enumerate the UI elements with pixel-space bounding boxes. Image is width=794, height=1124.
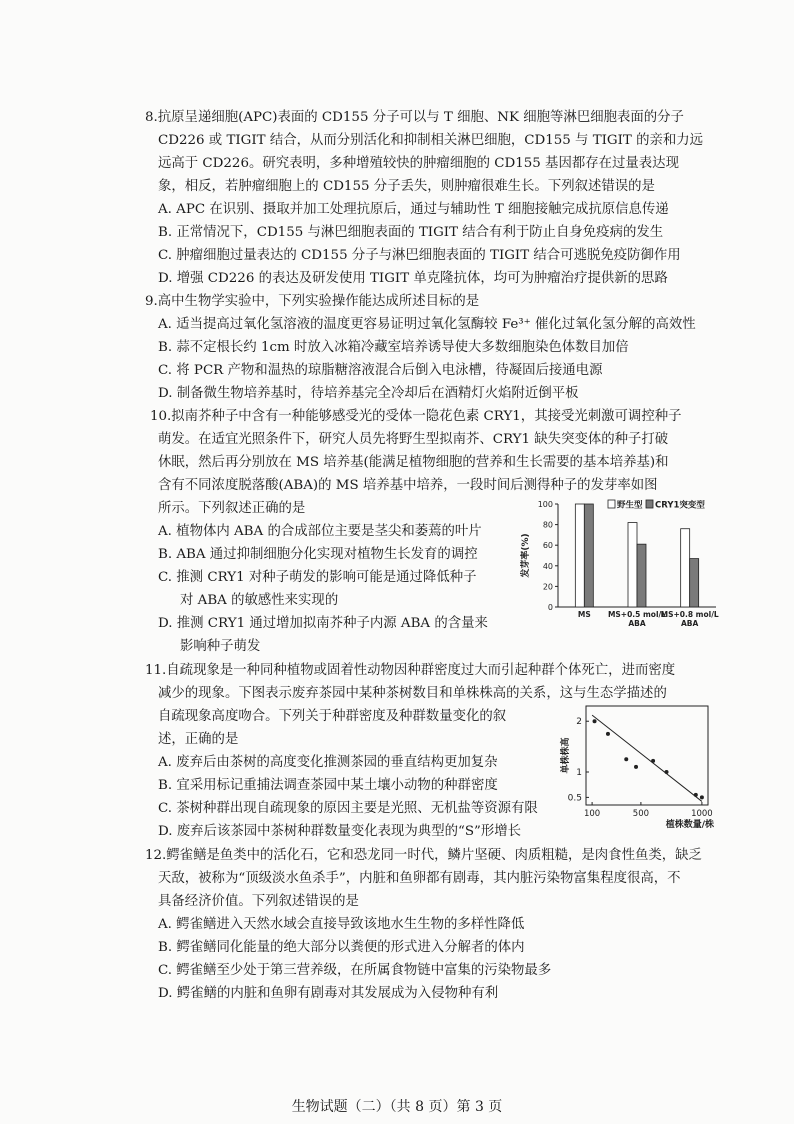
y-tick-label: 40: [542, 561, 553, 571]
q12-stem-line-1: 12.鳄雀鳝是鱼类中的活化石，它和恐龙同一时代，鳞片坚硬、肉质粗糙，是肉食性鱼类，缺乏: [145, 848, 702, 863]
y-tick-label: 2: [576, 717, 582, 728]
q8-stem-line-3: 远高于 CD226。研究表明，多种增殖较快的肿瘤细胞的 CD155 基因都存在过量表达现: [158, 156, 679, 171]
data-point: [665, 770, 669, 774]
bar-野生型-1: [628, 523, 637, 607]
data-point: [634, 765, 638, 769]
x-category-label: MS+0.8 mol/L: [660, 610, 719, 619]
data-point: [624, 757, 628, 761]
data-point: [593, 719, 597, 723]
q8-stem-line-1: 8.抗原呈递细胞(APC)表面的 CD155 分子可以与 T 细胞、NK 细胞等淋巴细胞表面的分子: [145, 110, 684, 125]
q11-stem-line-4: 述，正确的是: [158, 732, 239, 747]
x-tick-label: 1000: [691, 809, 713, 819]
q12-option-c: C. 鳄雀鳝至少处于第三营养级，在所属食物链中富集的污染物最多: [158, 963, 552, 978]
x-category-label: ABA: [681, 619, 699, 628]
y-tick-label: 60: [542, 541, 553, 551]
y-tick-label: 100: [537, 500, 553, 509]
x-category-label: MS: [577, 610, 591, 619]
x-axis-label: 植株数量/株: [665, 820, 714, 830]
q9-option-a: A. 适当提高过氧化氢溶液的温度更容易证明过氧化氢酶较 Fe³⁺ 催化过氧化氢分解的高效性: [158, 317, 696, 332]
bar-CRY1突变型-0: [584, 504, 593, 607]
q11-stem-line-2: 减少的现象。下图表示废弃茶园中某种茶树数目和单株株高的关系，这与生态学描述的: [158, 686, 667, 701]
q12-option-b: B. 鳄雀鳝同化能量的绝大部分以粪便的形式进入分解者的体内: [158, 940, 525, 955]
q11-option-d: D. 废弃后该茶园中茶树种群数量变化表现为典型的“S”形增长: [158, 824, 522, 839]
q11-option-c: C. 茶树种群出现自疏现象的原因主要是光照、无机盐等资源有限: [158, 801, 538, 816]
q10-option-c: C. 推测 CRY1 对种子萌发的影响可能是通过降低种子: [158, 570, 477, 585]
legend-label: 野生型: [617, 500, 643, 511]
q10-stem-line-3: 休眠，然后再分别放在 MS 培养基(能满足植物细胞的营养和生长需要的基本培养基)和: [158, 455, 669, 470]
y-axis-label: 单株株高: [561, 737, 571, 774]
y-axis-label: 发芽率(%): [521, 533, 531, 578]
legend-swatch: [646, 500, 653, 508]
q12-option-a: A. 鳄雀鳝进入天然水域会直接导致该地水生生物的多样性降低: [158, 917, 525, 932]
x-tick-label: 100: [583, 809, 601, 819]
y-tick-label: 0.5: [567, 793, 582, 804]
legend-swatch: [608, 500, 615, 508]
q12-stem-line-3: 具备经济价值。下列叙述错误的是: [158, 894, 359, 909]
q8-option-a: A. APC 在识别、摄取并加工处理抗原后，通过与辅助性 T 细胞接触完成抗原信息传递: [158, 202, 669, 217]
q10-stem-line-2: 萌发。在适宜光照条件下，研究人员先将野生型拟南芥、CRY1 缺失突变体的种子打破: [158, 432, 669, 447]
germination-bar-chart: [520, 496, 720, 636]
q10-option-d: D. 推测 CRY1 通过增加拟南芥种子内源 ABA 的含量来: [158, 616, 488, 631]
q8-option-b: B. 正常情况下，CD155 与淋巴细胞表面的 TIGIT 结合有利于防止自身免疫病的发生: [158, 225, 664, 240]
bar-野生型-0: [575, 504, 584, 607]
trend-line: [592, 715, 702, 801]
q10-stem-line-5: 所示。下列叙述正确的是: [158, 501, 306, 516]
q8-option-c: C. 肿瘤细胞过量表达的 CD155 分子与淋巴细胞表面的 TIGIT 结合可逃脱免疫防御作用: [158, 248, 681, 263]
x-category-label: MS+0.5 mol/L: [607, 610, 667, 619]
q11-stem-line-1: 11.自疏现象是一种同种植物或固着性动物因种群密度过大而引起种群个体死亡，进而密度: [145, 663, 676, 678]
x-tick-label: 500: [632, 809, 650, 819]
q11-stem-line-3: 自疏现象高度吻合。下列关于种群密度及种群数量变化的叙: [158, 709, 507, 724]
q11-option-a: A. 废弃后由茶树的高度变化推测茶园的垂直结构更加复杂: [158, 755, 498, 770]
bar-CRY1突变型-2: [690, 559, 699, 607]
legend-label: CRY1突变型: [655, 500, 705, 511]
data-point: [606, 732, 610, 736]
q9-option-b: B. 蒜不定根长约 1cm 时放入冰箱冷藏室培养诱导使大多数细胞染色体数目加倍: [158, 340, 629, 355]
y-tick-label: 80: [542, 520, 553, 530]
data-point: [700, 795, 704, 799]
q9-option-d: D. 制备微生物培养基时，待培养基完全冷却后在酒精灯火焰附近倒平板: [158, 386, 579, 401]
q9-option-c: C. 将 PCR 产物和温热的琼脂糖溶液混合后倒入电泳槽，待凝固后接通电源: [158, 363, 603, 378]
q10-option-b: B. ABA 通过抑制细胞分化实现对植物生长发育的调控: [158, 547, 478, 562]
q10-stem-line-1: 10.拟南芥种子中含有一种能够感受光的受体一隐花色素 CRY1，其接受光刺激可调控种子: [150, 409, 682, 424]
data-point: [651, 759, 655, 763]
q12-stem-line-2: 天敌，被称为“顶级淡水鱼杀手”，内脏和鱼卵都有剧毒，其内脏污染物富集程度很高，不: [158, 871, 681, 886]
plot-frame: [586, 706, 708, 805]
q10-option-a: A. 植物体内 ABA 的合成部位主要是茎尖和萎蔫的叶片: [158, 524, 482, 539]
page-footer: 生物试题（二）（共 8 页）第 3 页: [291, 1099, 503, 1115]
q10-stem-line-4: 含有不同浓度脱落酸(ABA)的 MS 培养基中培养，一段时间后测得种子的发芽率如图: [158, 478, 658, 493]
q12-option-d: D. 鳄雀鳝的内脏和鱼卵有剧毒对其发展成为入侵物种有利: [158, 986, 499, 1001]
q8-stem-line-4: 象，相反，若肿瘤细胞上的 CD155 分子丢失，则肿瘤很难生长。下列叙述错误的是: [158, 179, 655, 194]
q10-option-d-cont: 影响种子萌发: [180, 639, 261, 654]
bar-野生型-2: [681, 529, 690, 607]
q8-option-d: D. 增强 CD226 的表达及研发使用 TIGIT 单克隆抗体，均可为肿瘤治疗提供新的思路: [158, 271, 668, 286]
self-thinning-scatter-chart: [546, 700, 720, 835]
x-category-label: ABA: [628, 619, 646, 628]
q10-option-c-cont: 对 ABA 的敏感性来实现的: [180, 593, 339, 608]
data-point: [694, 793, 698, 797]
q11-option-b: B. 宜采用标记重捕法调查茶园中某土壤小动物的种群密度: [158, 778, 498, 793]
q8-stem-line-2: CD226 或 TIGIT 结合，从而分别活化和抑制相关淋巴细胞，CD155 与 TIGIT 的亲和力远: [158, 133, 704, 148]
y-tick-label: 20: [542, 582, 553, 592]
y-tick-label: 0: [547, 603, 553, 612]
bar-CRY1突变型-1: [637, 544, 646, 607]
q9-stem: 9.高中生物学实验中，下列实验操作能达成所述目标的是: [145, 294, 480, 309]
y-tick-label: 1: [576, 768, 582, 778]
